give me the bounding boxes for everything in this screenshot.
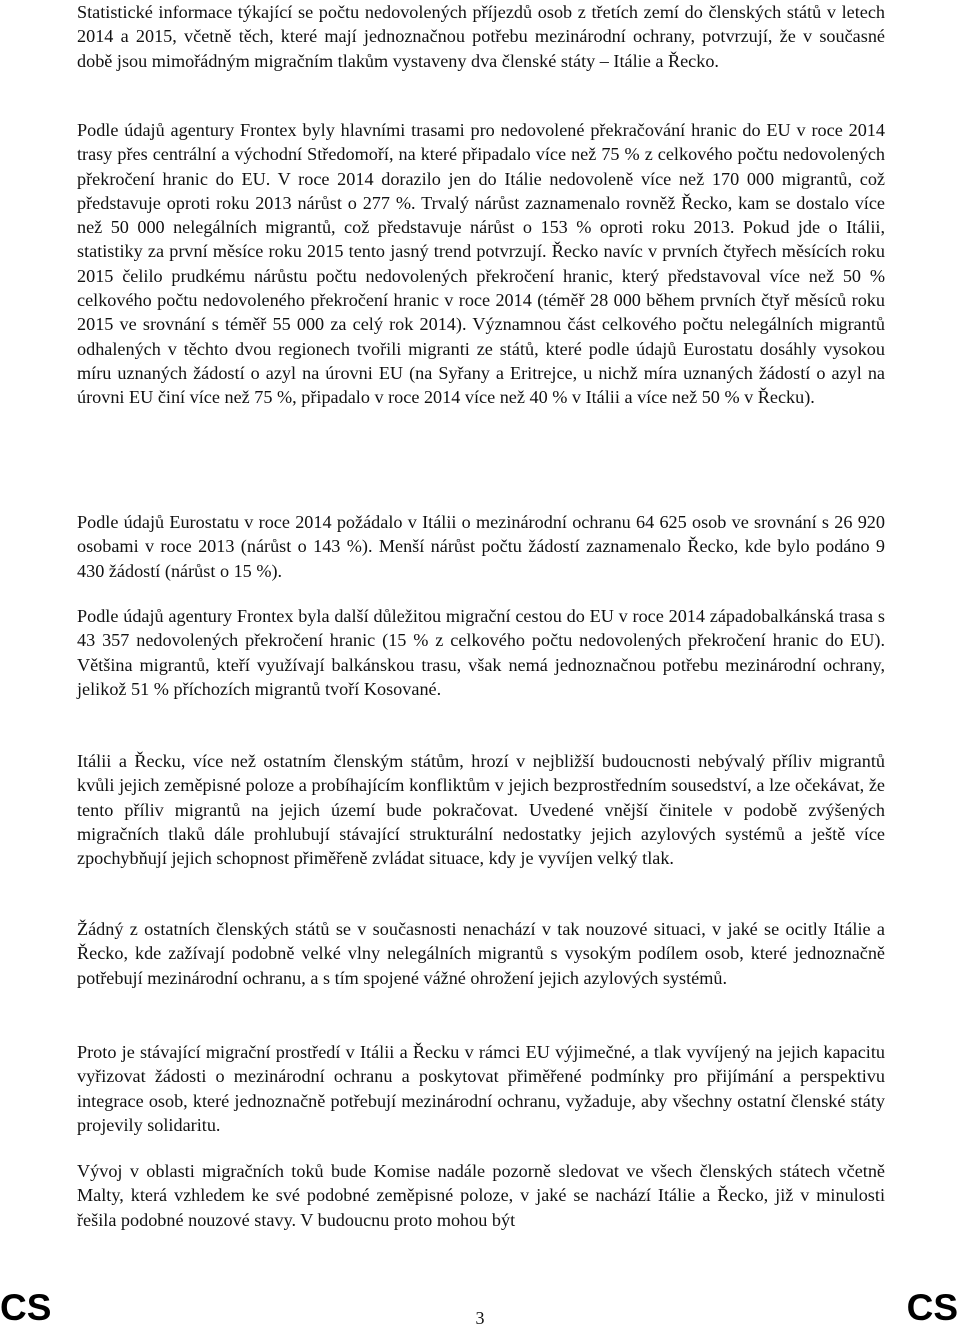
paragraph-1: Statistické informace týkající se počtu nedovolených příjezdů osob z třetích zemí do členských států v letech 2014 a 2015, včetně těch, které mají jednoznačnou potřebu mezinárodní ochrany, potvrzují, že v současné době jsou mimořádným migračním tlakům vystaveny dva členské státy – Itálie a Řecko. <box>77 2 885 71</box>
paragraph-8: Vývoj v oblasti migračních toků bude Komise nadále pozorně sledovat ve všech členských státech včetně Malty, která vzhledem ke své podobné zeměpisné poloze, v jaké se nachází Itálie a Řecko, již v minulosti řešila podobné nouzové stavy. V budoucnu proto mohou být <box>77 1161 885 1230</box>
page-number: 3 <box>475 1308 485 1328</box>
paragraph-2: Podle údajů agentury Frontex byly hlavními trasami pro nedovolené překračování hranic do EU v roce 2014 trasy přes centrální a východní Středomoří, na které připadalo více než 75 % z celkového počtu nedovolených překročení hranic do EU. V roce 2014 dorazilo jen do Itálie nedovoleně více než 170 000 migrantů, což představuje oproti roku 2013 nárůst o 277 %. Trvalý nárůst zaznamenalo rovněž Řecko, kam se dostalo více než 50 000 nelegálních migrantů, což představuje nárůst o 153 % oproti roku 2013. Pokud jde o Itálii, statistiky za první měsíce roku 2015 tento jasný trend potvrzují. Řecko navíc v prvních čtyřech měsících roku 2015 čelilo prudkému nárůstu počtu nedovolených překročení hranic, který představoval více než 50 % celkového počtu nedovoleného překročení hranic v roce 2014 (téměř 28 000 během prvních čtyř měsíců roku 2015 ve srovnání s téměř 55 000 za celý rok 2014). Významnou část celkového počtu nelegálních migrantů odhalených v těchto dvou regionech tvořili migranti ze států, které podle údajů Eurostatu dosáhly vysokou míru uznaných žádostí o azyl na úrovni EU (na Syřany a Eritrejce, u nichž míra uznaných žádostí o azyl na úrovni EU činí více než 75 %, připadalo v roce 2014 více než 40 % v Itálii a více než 50 % v Řecku). <box>77 120 885 408</box>
paragraph-4: Podle údajů agentury Frontex byla další důležitou migrační cestou do EU v roce 2014 západobalkánská trasa s 43 357 nedovolených překročení hranic (15 % z celkového počtu nedovolených překročení hranic do EU). Většina migrantů, kteří využívají balkánskou trasu, však nemá jednoznačnou potřebu mezinárodní ochrany, jelikož 51 % příchozích migrantů tvoří Kosované. <box>77 606 885 699</box>
paragraph-7: Proto je stávající migrační prostředí v Itálii a Řecku v rámci EU výjimečné, a tlak vyvíjený na jejich kapacitu vyřizovat žádosti o mezinárodní ochranu a poskytovat přiměřené podmínky pro přijímání a perspektivu integrace osob, které jednoznačně potřebují mezinárodní ochranu, vyžaduje, aby všechny ostatní členské státy projevily solidaritu. <box>77 1042 885 1135</box>
paragraph-3: Podle údajů Eurostatu v roce 2014 požádalo v Itálii o mezinárodní ochranu 64 625 osob ve srovnání s 26 920 osobami v roce 2013 (nárůst o 143 %). Menší nárůst počtu žádostí zaznamenalo Řecko, kde bylo podáno 9 430 žádostí (nárůst o 15 %). <box>77 512 885 581</box>
paragraph-6: Žádný z ostatních členských států se v současnosti nenachází v tak nouzové situaci, v jaké se ocitly Itálie a Řecko, kde zažívají podobně velké vlny nelegálních migrantů s vysokým podílem osob, které jednoznačně potřebují mezinárodní ochranu, a s tím spojené vážné ohrožení jejich azylových systémů. <box>77 919 885 988</box>
footer-language-code-right: CS <box>906 1287 958 1328</box>
footer-language-code-left: CS <box>0 1287 52 1328</box>
paragraph-5: Itálii a Řecku, více než ostatním členským státům, hrozí v nejbližší budoucnosti nebývalý příliv migrantů kvůli jejich zeměpisné poloze a probíhajícím konfliktům v jejich bezprostředním sousedství, a lze očekávat, že tento příliv migrantů na jejich území bude pokračovat. Uvedené vnější činitele v podobě zvýšených migračních tlaků dále prohlubují stávající strukturální nedostatky jejich azylových systémů a ještě více zpochybňují jejich schopnost přiměřeně zvládat situace, kdy je vyvíjen velký tlak. <box>77 751 885 869</box>
